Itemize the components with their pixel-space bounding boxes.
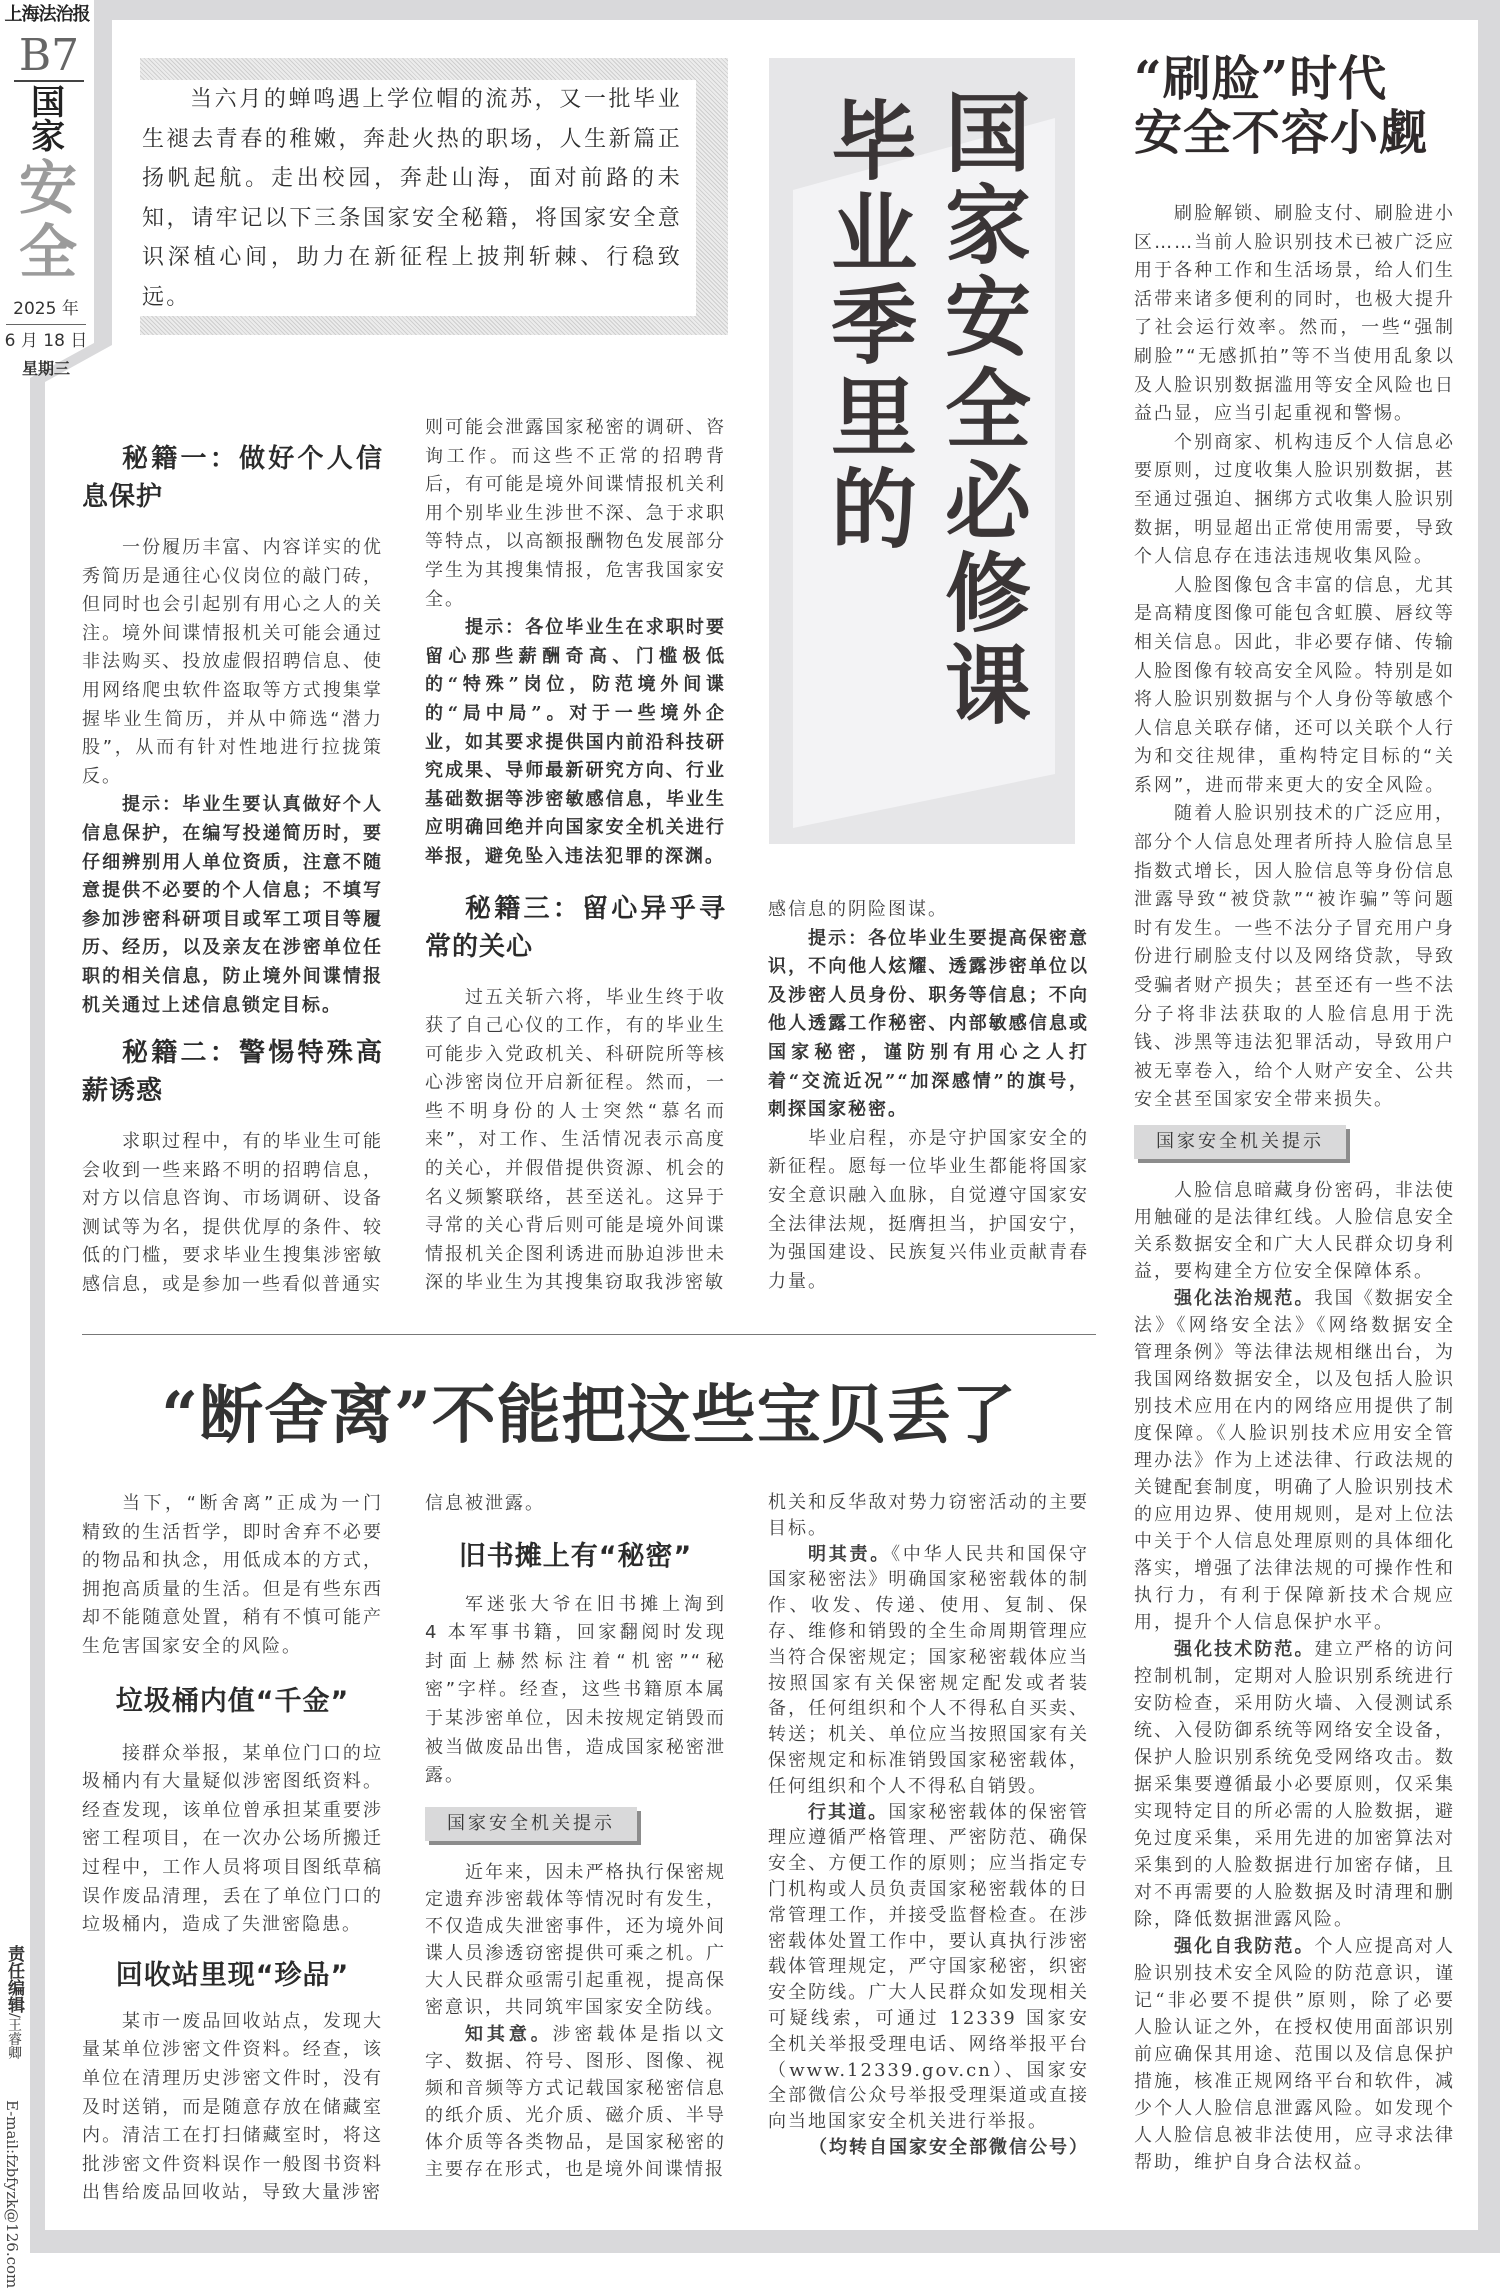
point-lead: 行其道。 <box>808 1801 889 1823</box>
case2-body-part1: 某市一废品回收站点，发现大量某单位涉密文件资料。经查，该单位在清理历史涉密文件时，没有及时送销，而是随意存放在储藏室内。清洁工在打扫储藏室时，将这批涉密文件资料误作一般图书资料出售给废品回收站，导致大量涉密 <box>82 2010 383 2204</box>
measure-item <box>1134 1285 1455 1636</box>
measure-text: 个人应提高对人脸识别技术安全风险的防范意识，谨记“非必要不提供”原则，除了必要人脸认证之外，在授权使用面部识别前应确保其用途、范围以及信息保护措施，核准正规网络平台和软件，减少个人人脸信息泄露风险。如发现个人人脸信息被非法使用，应寻求法律帮助，维护自身合法权益。 <box>1134 1936 1456 2173</box>
intro-inner <box>140 80 696 316</box>
measure-item <box>1134 1933 1455 2176</box>
measure-item <box>1134 1636 1455 1933</box>
editor-label: 责任编辑 <box>4 1945 24 2013</box>
section-heading-3: 秘籍三：留心异乎寻常的关心 <box>425 893 726 962</box>
article2-paragraph: 人脸图像包含丰富的信息，尤其是高精度图像可能包含虹膜、唇纹等相关信息。因此，非必要存储、传输人脸图像有较高安全风险。特别是如将人脸识别数据与个人身份等敏感个人信息关联存储，还可以关联个人行为和交往规律，重构特定目标的“关系网”，进而带来更大的安全风险。 <box>1134 574 1455 796</box>
tip-label: 提示： <box>122 794 183 816</box>
tip-text: 毕业生要认真做好个人信息保护，在编写投递简历时，要仔细辨别用人单位资质，注意不随意提供不必要的个人信息；不填写参加涉密科研项目或军工项目等履历、经历，以及亲友在涉密单位任职的相关信息，防止境外间谍情报机关通过上述信息锁定目标。 <box>82 794 383 1016</box>
section-title-guojia <box>18 83 78 157</box>
issue-weekday: 星期三 <box>21 359 70 378</box>
editor-credit <box>2 1945 27 2060</box>
point-text: 涉密载体是指以文字、数据、符号、图形、图像、视频和音频等方式记载国家秘密信息的纸介质、光介质、磁介质、半导体介质等各类物品，是国家秘密的主要存在形式，也是境外间谍情报 <box>425 2023 727 2180</box>
article3-column1 <box>82 1490 383 2208</box>
section2-body-part1: 求职过程中，有的毕业生可能会收到一些来路不明的招聘信息，对方以信息咨询、市场调研、设备测试等为名，提供优厚的条件、较低的门槛，要求毕业生搜集涉密敏感信息，或是参加一些看似普通实 <box>82 1131 383 1296</box>
point-item <box>768 1542 1089 1800</box>
intro-box <box>140 58 728 335</box>
article3-headline: “断舍离”不能把这些宝贝丢了 <box>161 1378 1017 1453</box>
measure-lead: 强化自我防范。 <box>1174 1936 1315 1957</box>
section-heading-1: 秘籍一：做好个人信息保护 <box>82 444 383 512</box>
point-text: 《中华人民共和国保守国家秘密法》明确国家秘密载体的制作、收发、传递、使用、复制、保存、维修和销毁的全生命周期管理应当符合保密规定；国家秘密载体应当按照国家有关保密规定配发或者装备，任何组织和个人不得私自买卖、转送；机关、单位应当按照国家有关保密规定和标准销毁国家秘密载体，任何组织和个人不得私自销毁。 <box>768 1543 1090 1797</box>
section-divider <box>82 1334 1096 1335</box>
section3-tip <box>768 925 1089 1125</box>
point-item <box>425 2021 726 2183</box>
measure-text: 建立严格的访问控制机制，定期对人脸识别系统进行安防检查，采用防火墙、入侵测试系统、入侵防御系统等网络安全设备，保护人脸识别系统免受网络攻击。数据采集要遵循最小必要原则，仅采集实现特定目的所必需的人脸数据，避免过度采集，采用先进的加密算法对采集到的人脸数据进行加密存储，且对不再需要的人脸数据及时清理和删除，降低数据泄露风险。 <box>1134 1639 1456 1930</box>
point-lead: 明其责。 <box>808 1543 892 1565</box>
newspaper-logo: 上海法治报 <box>4 4 90 25</box>
section2-tip <box>425 614 726 871</box>
article1-column3 <box>768 896 1089 1296</box>
article2-column <box>1134 52 1455 2176</box>
article2-tip-section <box>1134 1115 1455 2176</box>
measure-lead: 强化技术防范。 <box>1174 1639 1315 1660</box>
point-lead: 知其意。 <box>465 2023 553 2045</box>
section2-body-part2: 则可能会泄露国家秘密的调研、咨询工作。而这些不正常的招聘背后，有可能是境外间谍情报机关利用个别毕业生涉世不深、急于求职等特点，以高额报酬物色发展部分学生为其搜集情报，危害我国家安全。 <box>425 417 726 610</box>
article2-title-line2: 安全不容小觑 <box>1134 105 1429 161</box>
section-heading-2: 秘籍二：警惕特殊高薪诱惑 <box>82 1038 383 1107</box>
case-heading-3: 旧书摊上有“秘密” <box>458 1540 693 1572</box>
article3-tip-intro: 近年来，因未严格执行保密规定遗弃涉密载体等情况时有发生，不仅造成失泄密事件，还为境外间谍人员渗透窃密提供可乘之机。广大人民群众亟需引起重视，提高保密意识，共同筑牢国家安全防线。 <box>425 1861 726 2018</box>
article3-column2 <box>425 1490 726 2183</box>
section3-body-part2: 感信息的阴险图谋。 <box>768 899 948 920</box>
issue-date: 6 月 18 日 <box>4 331 88 351</box>
main-title-line1: 国家安全必修课 <box>930 88 1031 732</box>
article2-tip-intro: 人脸信息暗藏身份密码，非法使用触碰的是法律红线。人脸信息安全关系数据安全和广大人民群众切身利益，要构建全方位安全保障体系。 <box>1134 1180 1455 1282</box>
closing-paragraph: 毕业启程，亦是守护国家安全的新征程。愿每一位毕业生都能将国家安全意识融入血脉，自觉遵守国家安全法律法规，挺膺担当，护国安宁，为强国建设、民族复兴伟业贡献青春力量。 <box>768 1127 1089 1292</box>
issue-year: 2025 年 <box>6 298 86 325</box>
article3-column3 <box>768 1490 1089 2161</box>
tip-label: 提示： <box>465 617 526 639</box>
tip-text: 各位毕业生要提高保密意识，不向他人炫耀、透露涉密单位以及涉密人员身份、职务等信息；不向他人透露工作秘密、内部敏感信息或国家秘密，谨防别有用心之人打着“交流近况”“加深感情”的旗号，刺探国家秘密。 <box>768 927 1090 1121</box>
security-tip-badge: 国家安全机关提示 <box>425 1807 637 1841</box>
case-heading-1: 垃圾桶内值“千金” <box>115 1685 350 1717</box>
tip-label: 提示： <box>808 927 869 949</box>
page-number: B7 <box>14 34 84 82</box>
article2-paragraph: 刷脸解锁、刷脸支付、刷脸进小区……当前人脸识别技术已被广泛应用于各种工作和生活场景，给人们生活带来诸多便利的同时，也极大提升了社会运行效率。然而，一些“强制刷脸”“无感抓拍”等不当使用乱象以及人脸识别数据滥用等安全风险也日益凸显，应当引起重视和警惕。 <box>1134 203 1455 425</box>
article2-paragraph: 随着人脸识别技术的广泛应用，部分个人信息处理者所持人脸信息呈指数式增长，因人脸信息等身份信息泄露导致“被贷款”“被诈骗”等问题时有发生。一些不法分子冒充用户身份进行刷脸支付以及网络贷款，导致受骗者财产损失；甚至还有一些不法分子将非法获取的人脸信息用于洗钱、涉黑等违法犯罪活动，导致用户被无辜卷入，给个人财产安全、公共安全甚至国家安全带来损失。 <box>1134 803 1455 1111</box>
article2-paragraph: 个别商家、机构违反个人信息必要原则，过度收集人脸识别数据，甚至通过强迫、捆绑方式收集人脸识别数据，明显超出正常使用需要，导致个人信息存在违法违规收集风险。 <box>1134 431 1455 568</box>
article1-column2 <box>425 414 726 1298</box>
security-tip-badge: 国家安全机关提示 <box>1134 1125 1346 1159</box>
editor-email: E-mail:fzbfyzk@126.com <box>3 2100 21 2288</box>
section-title-anquan <box>10 156 86 284</box>
section-title-line1: 国家 <box>31 83 65 157</box>
article3-tip-section <box>425 1791 726 2183</box>
editor-name: /王睿卿 <box>6 2013 22 2060</box>
section1-body: 一份履历丰富、内容详实的优秀简历是通往心仪岗位的敲门砖，但同时也会引起别有用心之人的关注。境外间谍情报机关可能会通过非法购买、投放虚假招聘信息、使用网络爬虫软件盗取等方式搜集掌握毕业生简历，并从中筛选“潜力股”，从而有针对性地进行拉拢策反。 <box>82 537 383 787</box>
point1-text-part2: 机关和反华敌对势力窃密活动的主要目标。 <box>768 1492 1089 1539</box>
point-text: 国家秘密载体的保密管理应遵循严格管理、严密防范、确保安全、方便工作的原则；应当指定专门机构或人员负责国家秘密载体的日常管理工作，并接受监督检查。在涉密载体处置工作中，要认真执行涉密载体管理规定，严守国家秘密，织密安全防线。广大人民群众如发现相关可疑线索，可通过 12339 国家安全机关举报受理电话、网络举报平台（www.12339.gov.cn）、国家安全部微信公众号举报受理渠道或直接向当地国家安全机关进行举报。 <box>768 1801 1090 2133</box>
article3-intro: 当下，“断舍离”正成为一门精致的生活哲学，即时舍弃不必要的物品和执念，用低成本的方式，拥抱高质量的生活。但是有些东西却不能随意处置，稍有不慎可能产生危害国家安全的风险。 <box>82 1493 383 1657</box>
section1-tip <box>82 791 383 1020</box>
article2-title <box>1134 52 1455 160</box>
measure-text: 我国《数据安全法》《网络安全法》《网络数据安全管理条例》等法律法规相继出台，为我国网络数据安全，以及包括人脸识别技术应用在内的网络应用提供了制度保障。《人脸识别技术应用安全管理办法》作为上述法律、行政法规的关键配套制度，明确了人脸识别技术的应用边界、使用规则，是对上位法中关于个人信息处理原则的具体细化落实，增强了法律法规的可操作性和执行力，有利于保障新技术合规应用，提升个人信息保护水平。 <box>1134 1288 1456 1633</box>
case3-body: 军迷张大爷在旧书摊上淘到 4 本军事书籍，回家翻阅时发现封面上赫然标注着“机密”“秘密”字样。经查，这些书籍原本属于某涉密单位，因未按规定销毁而被当做废品出售，造成国家秘密泄露。 <box>425 1593 726 1787</box>
point-item <box>768 1800 1089 2135</box>
source-note: （均转自国家安全部微信公号） <box>809 2136 1089 2158</box>
article2-title-line1: “刷脸”时代 <box>1134 51 1388 107</box>
measure-lead: 强化法治规范。 <box>1174 1288 1315 1309</box>
case2-body-part2: 信息被泄露。 <box>425 1493 545 1514</box>
section-title-line2: 安全 <box>18 154 77 286</box>
article1-column1 <box>82 440 383 1300</box>
main-title-line2: 毕业季里的 <box>816 96 917 556</box>
case-heading-2: 回收站里现“珍品” <box>115 1959 350 1991</box>
intro-text: 当六月的蝉鸣遇上学位帽的流苏，又一批毕业生褪去青春的稚嫩，奔赴火热的职场，人生新篇正扬帆起航。走出校园，奔赴山海，面对前路的未知，请牢记以下三条国家安全秘籍，将国家安全意识深植心间，助力在新征程上披荆斩棘、行稳致远。 <box>142 87 682 310</box>
section3-body-part1: 过五关斩六将，毕业生终于收获了自己心仪的工作，有的毕业生可能步入党政机关、科研院所等核心涉密岗位开启新征程。然而，一些不明身份的人士突然“慕名而来”，对工作、生活情况表示高度的关心，并假借提供资源、机会的名义频繁联络，甚至送礼。这异于寻常的关心背后则可能是境外间谍情报机关企图利诱进而胁迫涉世未深的毕业生为其搜集窃取我涉密敏 <box>425 986 726 1294</box>
case1-body: 接群众举报，某单位门口的垃圾桶内有大量疑似涉密图纸资料。经查发现，该单位曾承担某重要涉密工程项目，在一次办公场所搬迁过程中，工作人员将项目图纸草稿误作废品清理，丢在了单位门口的垃圾桶内，造成了失泄密隐患。 <box>82 1742 383 1936</box>
main-title-block <box>769 58 1075 844</box>
tip-text: 各位毕业生在求职时要留心那些薪酬奇高、门槛极低的“特殊”岗位，防范境外间谍的“局中局”。对于一些境外企业，如其要求提供国内前沿科技研究成果、导师最新研究方向、行业基础数据等涉密敏感信息，毕业生应明确回绝并向国家安全机关进行举报，避免坠入违法犯罪的深渊。 <box>425 617 726 867</box>
